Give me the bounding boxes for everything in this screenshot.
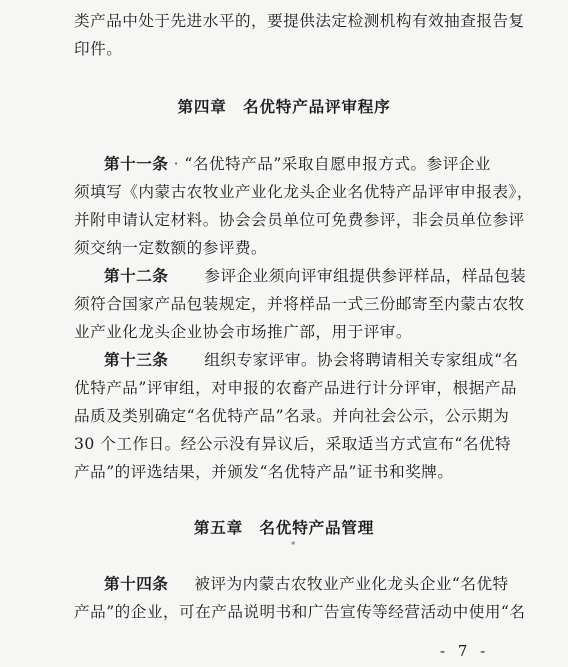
article-14-first-line — [104, 573, 524, 595]
article-12-line-3: 业产业化龙头企业协会市场推广部，用于评审。 — [74, 323, 412, 341]
scan-mark: ∗ — [290, 539, 297, 549]
article-13-text: 组织专家评审。协会将聘请相关专家组成“名 — [204, 351, 519, 369]
article-12-text: 参评企业须向评审组提供参评样品，样品包装 — [204, 267, 527, 285]
article-12-line-2: 须符合国家产品包装规定，并将样品一式三份邮寄至内蒙古农牧 — [74, 295, 525, 313]
article-11-text: “名优特产品”采取自愿申报方式。参评企业 — [184, 155, 492, 173]
article-11-line-4: 须交纳一定数额的参评费。 — [74, 239, 268, 257]
article-13-first-line — [104, 349, 524, 371]
article-12-label: 第十二条 — [104, 266, 169, 285]
continuation-line-2: 印件。 — [74, 40, 123, 58]
article-12-first-line — [104, 265, 527, 287]
article-11-dot: · — [173, 155, 180, 173]
article-14-line-2: 产品”的企业，可在产品说明书和广告宣传等经营活动中使用“名 — [74, 603, 526, 621]
article-13-line-3: 品质及类别确定“名优特产品”名录。并向社会公示，公示期为 — [74, 407, 510, 425]
chapter-5-heading: 第五章 名优特产品管理 — [193, 518, 375, 537]
article-11-line-2: 须填写《内蒙古农牧业产业化龙头企业名优特产品评审申报表》， — [74, 183, 533, 201]
article-11-first-line — [104, 153, 524, 175]
article-14-label: 第十四条 — [104, 574, 169, 593]
article-13-line-5: 产品”的评选结果，并颁发“名优特产品”证书和奖牌。 — [74, 463, 454, 481]
chapter-4-heading: 第四章 名优特产品评审程序 — [177, 97, 391, 116]
article-11-line-3: 并附申请认定材料。协会会员单位可免费参评，非会员单位参评 — [74, 211, 525, 229]
continuation-line-1: 类产品中处于先进水平的，要提供法定检测机构有效抽查报告复 — [74, 12, 525, 30]
article-13-line-2: 优特产品”评审组，对申报的农畜产品进行计分评审，根据产品 — [74, 379, 518, 397]
page-number: - 7 - — [440, 642, 490, 660]
article-11-label: 第十一条 — [104, 154, 169, 173]
article-14-text: 被评为内蒙古农牧业产业化龙头企业“名优特 — [194, 575, 509, 593]
article-13-label: 第十三条 — [104, 350, 169, 369]
article-13-line-4: 30 个工作日。经公示没有异议后，采取适当方式宣布“名优特 — [74, 435, 512, 453]
